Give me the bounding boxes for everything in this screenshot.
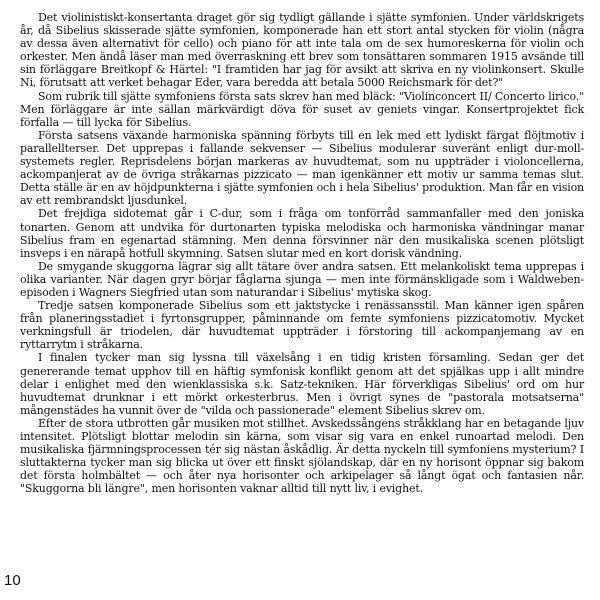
paragraph: De smygande skuggorna lägrar sig allt tätare över andra satsen. Ett melankoliskt tema upprepas i olika varianter. När dagen gryr börjar fåglarna sjunga — men inte förmänskligade som i Waldweben-episoden i Wagners Siegfried utan som naturandar i Sibelius' mytiska skog. — [20, 259, 584, 299]
paragraph: Tredje satsen komponerade Sibelius som ett jaktstycke i renässansstil. Man känner igen spåren från planeringsstadiet i fyrtonsgrupper, påminnande om femte symfoniens pizzicatomotiv. Mycket verkningsfull är triodelen, där huvudtemat uppträder i förstoring till ackompanjemang av en ryttarrytm i stråkarna. — [20, 299, 584, 352]
paragraph: Det frejdiga sidotemat går i C-dur, som i fråga om tonförråd sammanfaller med den joniska tonarten. Genom att undvika för durtonarten typiska melodiska och harmoniska vändningar manar Sibelius fram en egenartad stämning. Men denna försvinner när den musikaliska scenen plötsligt insveps i en närapå hotfull skymning. Satsen slutar med en kort dorisk vändning. — [20, 207, 584, 260]
paragraph: Efter de stora utbrotten går musiken mot stillhet. Avskedssångens stråkklang har en betagande ljuv intensitet. Plötsligt blottar melodin sin kärna, som visar sig vara en enkel runoartad melodi. Den musikaliska fjärmningsprocessen tér sig nästan åskådlig. Är detta nyckeln till symfoniens mysterium? I sluttakterna tycker man sig blicka ut över ett finskt sjölandskap, där en ny horisont öppnar sig bakom det första holmbältet — och åter nya horisonter och arkipelager så långt ögat och fantasien når. "Skuggorna bli längre", men horisonten vaknar alltid till nytt liv, i evighet. — [20, 416, 584, 496]
paragraph: Som rubrik till sjätte symfoniens första sats skrev han med bläck: "Violinconcert II/ Concerto lirico." Men förläggare är inte sällan märkvärdigt döva för suset av geniets vingar. Konsertprojektet fick förfalla — till lycka för Sibelius. — [20, 89, 584, 129]
body-text — [20, 11, 584, 495]
paragraph: I finalen tycker man sig lyssna till växelsång i en tidig kristen församling. Sedan ger det genererande temat upphov till en häftig symfonisk konflikt genom att det spjälkas upp i allt mindre delar i enlighet med den wienklassiska s.k. Satz-tekniken. Här förverkligas Sibelius' ord om hur huvudtemat drunknar i ett mörkt orkesterbrus. Men i övrigt synes de "pastorala motsatserna" mångenstädes ha vunnit över de "vilda och passionerade" element Sibelius skrev om. — [20, 351, 584, 417]
page-number: 10 — [4, 572, 21, 589]
paragraph: Första satsens växande harmoniska spänning förbyts till en lek med ett lydiskt färgat flöjtmotiv i parallellterser. Det upprepas i fallande sekvenser — Sibelius modulerar suveränt enligt dur-moll-systemets regler. Reprisdelens början markeras av huvudtemat, som nu uppträder i violoncellerna, ackompanjerat av de övriga stråkarnas pizzicato — man igenkänner ett motiv ur samma temas slut. Detta ställe är en av höjdpunkterna i sjätte symfonien och i hela Sibelius' produktion. Man får en vision av ett rembrandskt ljusdunkel. — [20, 128, 584, 208]
paragraph: Det violinistiskt-konsertanta draget gör sig tydligt gällande i sjätte symfonien. Under världskrigets år, då Sibelius skisserade sjätte symfonien, komponerade han ett stort antal stycken för violin (några av dessa även alternativt för cello) och piano för att inte tala om de sex humoreskerna för violin och orkester. Men ändå läser man med överraskning ett brev som tonsättaren sommaren 1915 avsände till sin förläggare Breitkopf & Härtel: "I framtiden har jag för avsikt att skriva en ny violinkonsert. Skulle Ni, förutsatt att verket behagar Eder, vara beredda att betala 5000 Reichsmark för det?" — [20, 11, 584, 90]
